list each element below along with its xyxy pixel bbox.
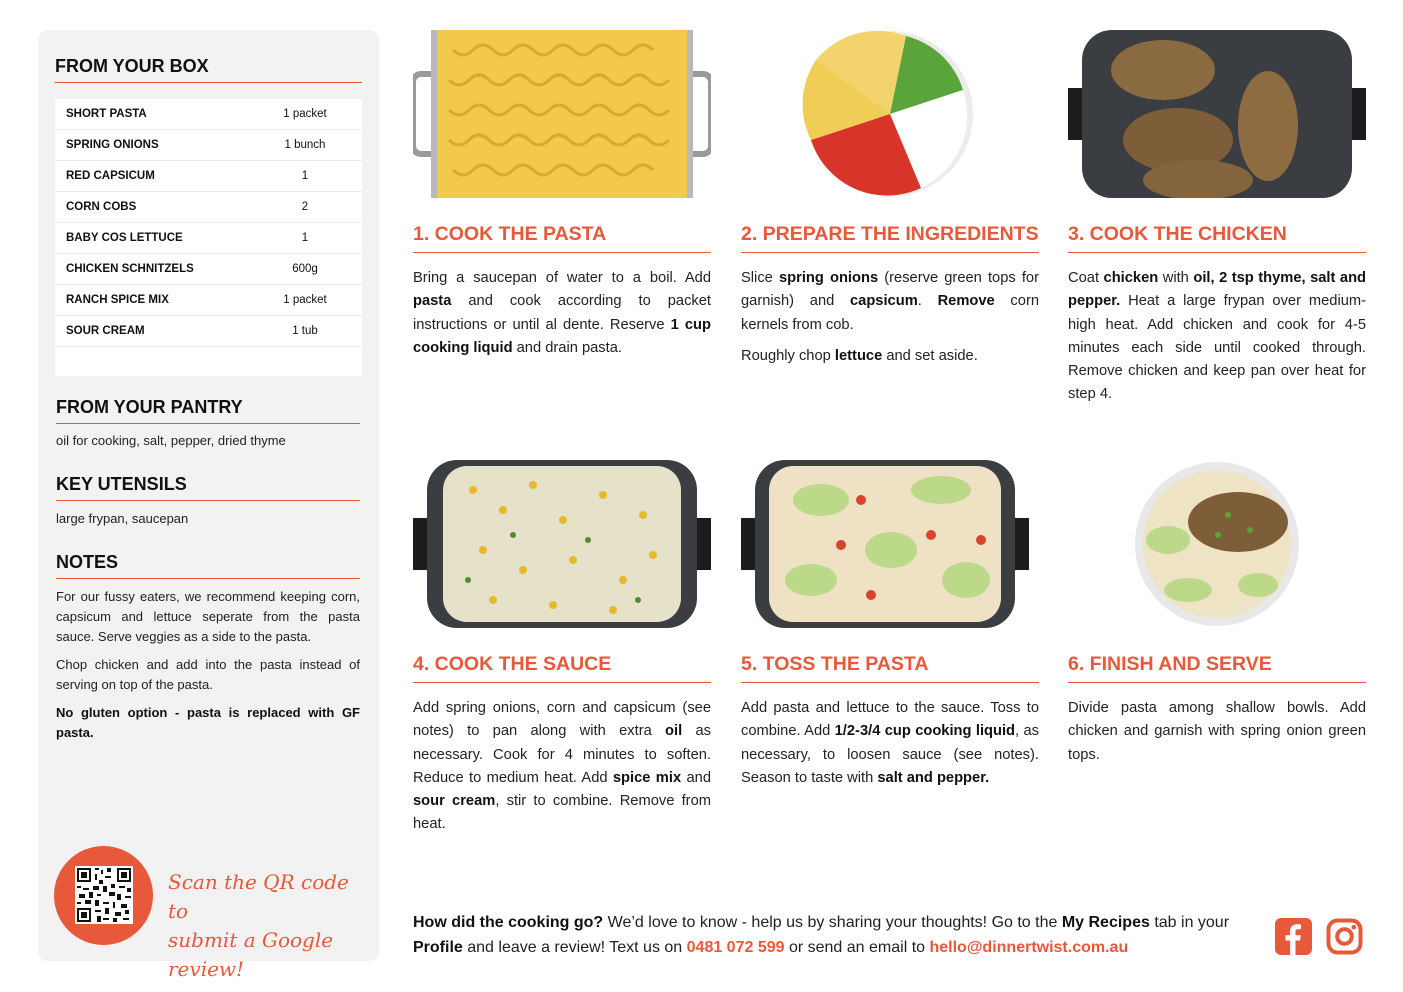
- step-body: [413, 267, 711, 368]
- step-text: Roughly chop: [741, 347, 835, 364]
- footer-text: We’d love to know - help us by sharing your thoughts! Go to the: [603, 914, 1062, 931]
- table-row: [55, 223, 362, 254]
- ingredient-name: CHICKEN SCHNITZELS: [66, 263, 194, 275]
- notes-body: [56, 587, 360, 751]
- step-paragraph: [741, 697, 1039, 790]
- step-text: Divide pasta among shallow bowls. Add chicken and garnish with spring onion green tops.: [1068, 700, 1366, 763]
- chicken-in-frypan-photo: [1068, 30, 1366, 198]
- instagram-icon[interactable]: [1326, 918, 1363, 955]
- step-text: , as necessary, to loosen sauce (see notes). Season to taste with: [741, 723, 1039, 786]
- table-row: [55, 285, 362, 316]
- note-paragraph: Chop chicken and add into the pasta instead of serving on top of the pasta.: [56, 657, 360, 692]
- step-emphasis: pasta: [413, 293, 452, 310]
- step-paragraph: [1068, 267, 1366, 407]
- step-emphasis: salt and pepper.: [877, 769, 990, 786]
- step-text: and drain pasta.: [512, 339, 622, 356]
- step-text: , stir to combine. Remove from heat.: [413, 793, 711, 833]
- ingredient-qty: 1: [301, 170, 309, 182]
- step-paragraph: [1068, 697, 1366, 767]
- step-paragraph: [741, 267, 1039, 337]
- qr-caption: [168, 868, 368, 984]
- tossed-pasta-pan-photo: [741, 460, 1039, 628]
- step-emphasis: Remove: [937, 293, 995, 310]
- phone-number-link[interactable]: 0481 072 599: [686, 939, 785, 956]
- step-emphasis: sour cream: [413, 793, 496, 810]
- my-recipes-label: My Recipes: [1061, 914, 1150, 931]
- qr-caption-line: submit a Google review!: [168, 928, 334, 981]
- table-row: [55, 192, 362, 223]
- step-emphasis: lettuce: [834, 347, 883, 364]
- step-paragraph: [741, 345, 1039, 368]
- step-title: 1. COOK THE PASTA: [413, 223, 711, 253]
- qr-caption-line: Scan the QR code to: [168, 870, 349, 923]
- ingredient-qty: 1 packet: [283, 108, 327, 120]
- step-emphasis: spice mix: [612, 769, 682, 786]
- ingredient-name: CORN COBS: [66, 201, 137, 213]
- footer-text: and leave a review! Text us on: [462, 939, 687, 956]
- utensils-items: large frypan, saucepan: [56, 511, 189, 526]
- step-emphasis: oil, 2 tsp thyme, salt and pepper.: [1068, 270, 1367, 310]
- step-paragraph: [413, 697, 711, 837]
- step-body: [1068, 267, 1366, 415]
- ingredient-name: SOUR CREAM: [66, 325, 145, 337]
- table-row: [55, 99, 362, 130]
- from-your-box-title: FROM YOUR BOX: [55, 56, 362, 83]
- table-row: [55, 316, 362, 347]
- step-text: and cook according to packet instructions or until al dente. Reserve: [413, 293, 711, 333]
- profile-label: Profile: [413, 939, 463, 956]
- step-body: [741, 697, 1039, 798]
- creamy-corn-sauce-pan-photo: [413, 460, 711, 628]
- table-row: [55, 254, 362, 285]
- ingredient-qty: 1 tub: [292, 325, 318, 337]
- qr-code[interactable]: [75, 866, 133, 924]
- step-text: corn kernels from cob.: [741, 293, 1040, 333]
- step-emphasis: oil: [665, 723, 683, 740]
- feedback-footer: [413, 910, 1263, 960]
- pantry-items: oil for cooking, salt, pepper, dried thyme: [56, 433, 286, 448]
- key-utensils-title: KEY UTENSILS: [56, 474, 360, 501]
- step-emphasis: chicken: [1103, 270, 1159, 286]
- step-emphasis: 1 cup cooking liquid: [413, 316, 711, 356]
- step-paragraph: [413, 267, 711, 360]
- step-text: Bring a saucepan of water to a boil. Add: [413, 270, 711, 286]
- chopped-vegetables-plate-photo: [741, 30, 1039, 198]
- footer-text: or send an email to: [784, 939, 930, 956]
- step-body: [413, 697, 711, 845]
- sidebar-panel: [38, 30, 379, 981]
- step-text: (reserve green tops for garnish) and: [741, 270, 1039, 310]
- step-text: and: [681, 769, 711, 786]
- table-row: [55, 130, 362, 161]
- facebook-icon[interactable]: [1275, 918, 1312, 955]
- step-emphasis: spring onions: [778, 270, 879, 286]
- step-text: with: [1158, 270, 1194, 286]
- from-your-pantry-title: FROM YOUR PANTRY: [56, 397, 360, 424]
- step-text: Coat: [1068, 270, 1104, 286]
- ingredient-name: RANCH SPICE MIX: [66, 294, 169, 306]
- ingredient-qty: 1: [301, 232, 309, 244]
- step-text: and set aside.: [882, 347, 978, 364]
- step-title: 5. TOSS THE PASTA: [741, 653, 1039, 683]
- table-row: [55, 161, 362, 192]
- ingredient-name: SPRING ONIONS: [66, 139, 159, 151]
- ingredient-name: RED CAPSICUM: [66, 170, 155, 182]
- ingredient-qty: 1 bunch: [284, 139, 326, 151]
- step-body: [741, 267, 1039, 376]
- ingredients-table: [55, 99, 362, 376]
- ingredient-qty: 2: [301, 201, 309, 213]
- email-link[interactable]: hello@dinnertwist.com.au: [929, 939, 1129, 956]
- step-text: Slice: [741, 270, 779, 286]
- step-text: as necessary. Cook for 4 minutes to soften. Reduce to medium heat. Add: [413, 723, 711, 786]
- step-body: [1068, 697, 1366, 775]
- step-text: .: [917, 293, 938, 310]
- step-text: Add spring onions, corn and capsicum (see notes) to pan along with extra: [413, 700, 711, 740]
- ingredient-qty: 600g: [292, 263, 318, 275]
- step-title: 6. FINISH AND SERVE: [1068, 653, 1366, 683]
- qr-badge: [54, 846, 153, 945]
- note-paragraph: For our fussy eaters, we recommend keeping corn, capsicum and lettuce seperate from the pasta sauce. Serve veggies as a side to the pasta.: [56, 589, 360, 644]
- footer-text: tab in your: [1149, 914, 1230, 931]
- step-title: 3. COOK THE CHICKEN: [1068, 223, 1366, 253]
- ingredient-qty: 1 packet: [283, 294, 327, 306]
- gluten-free-note: No gluten option - pasta is replaced with GF pasta.: [56, 705, 360, 740]
- step-emphasis: capsicum: [850, 293, 918, 310]
- notes-title: NOTES: [56, 552, 360, 579]
- step-text: Heat a large frypan over medium-high heat. Add chicken and cook for 4-5 minutes each side until cooked through. Remove chicken and keep pan over heat for step 4.: [1068, 293, 1366, 403]
- footer-question: How did the cooking go?: [413, 914, 604, 931]
- step-text: Add pasta and lettuce to the sauce. Toss to combine. Add: [741, 700, 1039, 740]
- step-emphasis: 1/2-3/4 cup cooking liquid: [834, 723, 1016, 740]
- step-title: 2. PREPARE THE INGREDIENTS: [741, 223, 1039, 253]
- ingredient-name: SHORT PASTA: [66, 108, 147, 120]
- pasta-in-saucepan-photo: [413, 30, 711, 198]
- ingredient-name: BABY COS LETTUCE: [66, 232, 183, 244]
- step-title: 4. COOK THE SAUCE: [413, 653, 711, 683]
- served-bowl-photo: [1068, 460, 1366, 628]
